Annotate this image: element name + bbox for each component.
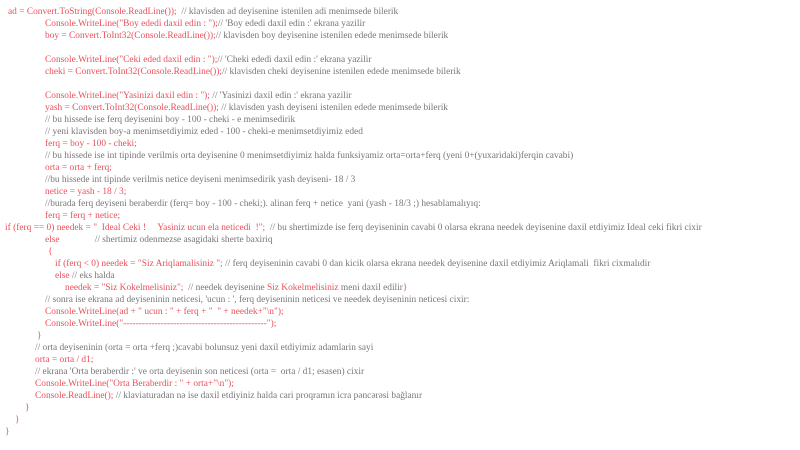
code-text: Siz Kokelmelisiniz — [266, 283, 339, 293]
code-text: } — [402, 283, 408, 293]
code-line — [0, 138, 800, 150]
code-text: else — [55, 271, 70, 281]
code-text: yash = Convert.ToInt32(Console.ReadLine()); — [45, 103, 219, 113]
code-text: Console.WriteLine("Ceki eded daxil edin : "); — [45, 55, 218, 65]
code-text: } — [37, 331, 42, 341]
code-text: netice = yash - 18 / 3; — [45, 187, 127, 197]
comment-text: //bu hissede int tipinde verilmis netice deyiseni menimsedirik yash deyiseni- 18 / 3 — [45, 175, 356, 185]
comment-text: // ferq deyiseninin cavabi 0 dan kicik olarsa ekrana needek deyisenine daxil etdiyimiz Ariqlamali fikri cixmalıdir — [222, 259, 651, 269]
code-line — [0, 126, 800, 138]
code-line — [0, 282, 800, 294]
comment-text: // orta deyiseninin (orta = orta +ferq ;)cavabi bolunsuz yeni daxil etdiyimiz adamlarin sayi — [35, 343, 374, 353]
comment-text: // klavisden ad deyisenine istenilen adi menimsede bilerik — [181, 7, 399, 17]
code-text: Console.WriteLine(ad + " ucun : " + ferq + " " + needek+"\n"); — [45, 307, 284, 317]
code-line — [0, 378, 800, 390]
code-text: { — [48, 247, 53, 257]
code-text: if (ferq < 0) needek = "Siz Ariqlamalisiniz "; — [55, 259, 223, 269]
code-line — [0, 102, 800, 114]
code-line — [0, 318, 800, 330]
code-text: Console.WriteLine("Boy ededi daxil edin : "); — [45, 19, 218, 29]
comment-text: //burada ferq deyiseni beraberdir (ferq= boy - 100 - cheki;). alinan ferq + netice yani (yash - 18/3 ;) hesablamalıyıq: — [45, 199, 481, 209]
comment-text: // 'Cheki ededi daxil edin :' ekrana yazilir — [217, 55, 372, 65]
code-line — [0, 54, 800, 66]
code-text: Console.WriteLine("Orta Beraberdir : " + orta+"\n"); — [35, 379, 234, 389]
code-line — [0, 270, 800, 282]
comment-text: // needek deyisenine — [183, 283, 267, 293]
code-text: else — [45, 235, 95, 245]
code-text: } — [25, 403, 30, 413]
code-text: orta = orta / d1; — [35, 355, 94, 365]
code-line — [0, 402, 800, 414]
comment-text: // yeni klavisden boy-a menimsetdiyimiz eded - 100 - cheki-e menimsetdiyimiz eded — [45, 127, 363, 137]
blank-line — [0, 42, 800, 54]
code-text: } — [15, 415, 20, 425]
code-text: } — [5, 427, 10, 437]
code-line — [0, 294, 800, 306]
code-text: ferq = boy - 100 - cheki; — [45, 139, 137, 149]
comment-text: // klavisden cheki deyisenine istenilen edede menimsede bilerik — [221, 67, 461, 77]
code-line — [0, 426, 800, 438]
code-line — [0, 174, 800, 186]
code-line — [0, 414, 800, 426]
code-line — [0, 198, 800, 210]
comment-text: meni daxil edilir — [338, 283, 403, 293]
comment-text: // ekrana 'Orta beraberdir :' ve orta deyisenin son neticesi (orta = orta / d1; esasen) cixir — [35, 367, 365, 377]
code-line — [0, 114, 800, 126]
code-line — [0, 186, 800, 198]
code-text: ferq = ferq + netice; — [45, 211, 121, 221]
code-line — [0, 342, 800, 354]
code-line — [0, 306, 800, 318]
code-text: needek = "Siz Kokelmelisiniz"; — [65, 283, 184, 293]
comment-text: // bu hissede ise int tipinde verilmis orta deyisenine 0 menimsetdiyimiz halda funksiyamiz orta=orta+ferq (yeni 0+(yuxaridaki)ferqin cavabi) — [45, 151, 574, 161]
code-line — [0, 6, 800, 18]
comment-text: // klavisden boy deyisenine istenilen edede menimsede bilerik — [215, 31, 449, 41]
code-text: Console.WriteLine("Yasinizi daxil edin : "); — [45, 91, 210, 101]
code-text: Console.ReadLine(); — [35, 391, 114, 401]
code-text: if (ferq == 0) needek = " Ideal Ceki ! Yasiniz ucun ela neticedi !"; — [5, 223, 266, 233]
blank-line — [0, 78, 800, 90]
code-text: orta = orta + ferq; — [45, 163, 112, 173]
code-text: Console.WriteLine("----------------------------------------------"); — [45, 319, 277, 329]
code-line — [0, 162, 800, 174]
comment-text: // 'Boy ededi daxil edin :' ekrana yazilir — [217, 19, 366, 29]
code-line — [0, 258, 800, 270]
code-line — [0, 354, 800, 366]
code-text: boy = Convert.ToInt32(Console.ReadLine()); — [45, 31, 216, 41]
code-text: ad = Convert.ToString(Console.ReadLine()); — [8, 7, 182, 17]
comment-text: // bu hissede ise ferq deyisenini boy - 100 - cheki - e menimsedirik — [45, 115, 296, 125]
comment-text: // klavisden yash deyiseni istenilen edede menimsede bilerik — [218, 103, 448, 113]
code-line — [0, 90, 800, 102]
code-line — [0, 210, 800, 222]
code-line — [0, 18, 800, 30]
comment-text: // shertimiz odenmezse asagidaki sherte baxiriq — [94, 235, 273, 245]
code-line — [0, 390, 800, 402]
code-line — [0, 30, 800, 42]
code-listing — [0, 6, 800, 438]
code-text: cheki = Convert.ToInt32(Console.ReadLine()); — [45, 67, 222, 77]
comment-text: // klaviaturadan nə ise daxil etdiyiniz halda cari proqramın icra pəncərəsi bağlanır — [113, 391, 423, 401]
code-line — [0, 246, 800, 258]
code-line — [0, 150, 800, 162]
code-line — [0, 366, 800, 378]
code-line — [0, 330, 800, 342]
code-line — [0, 234, 800, 246]
comment-text: // 'Yasinizi daxil edin :' ekrana yazilir — [209, 91, 352, 101]
comment-text: // bu shertimizde ise ferq deyiseninin cavabi 0 olarsa ekrana needek deyisenine daxil etdiyimiz Ideal ceki fikri cixir — [265, 223, 702, 233]
code-line — [0, 222, 800, 234]
comment-text: // sonra ise ekrana ad deyiseninin neticesi, 'ucun : ', ferq deyiseninin neticesi ve needek deyiseninin neticesi cixir: — [45, 295, 470, 305]
comment-text: // eks halda — [69, 271, 115, 281]
code-line — [0, 66, 800, 78]
